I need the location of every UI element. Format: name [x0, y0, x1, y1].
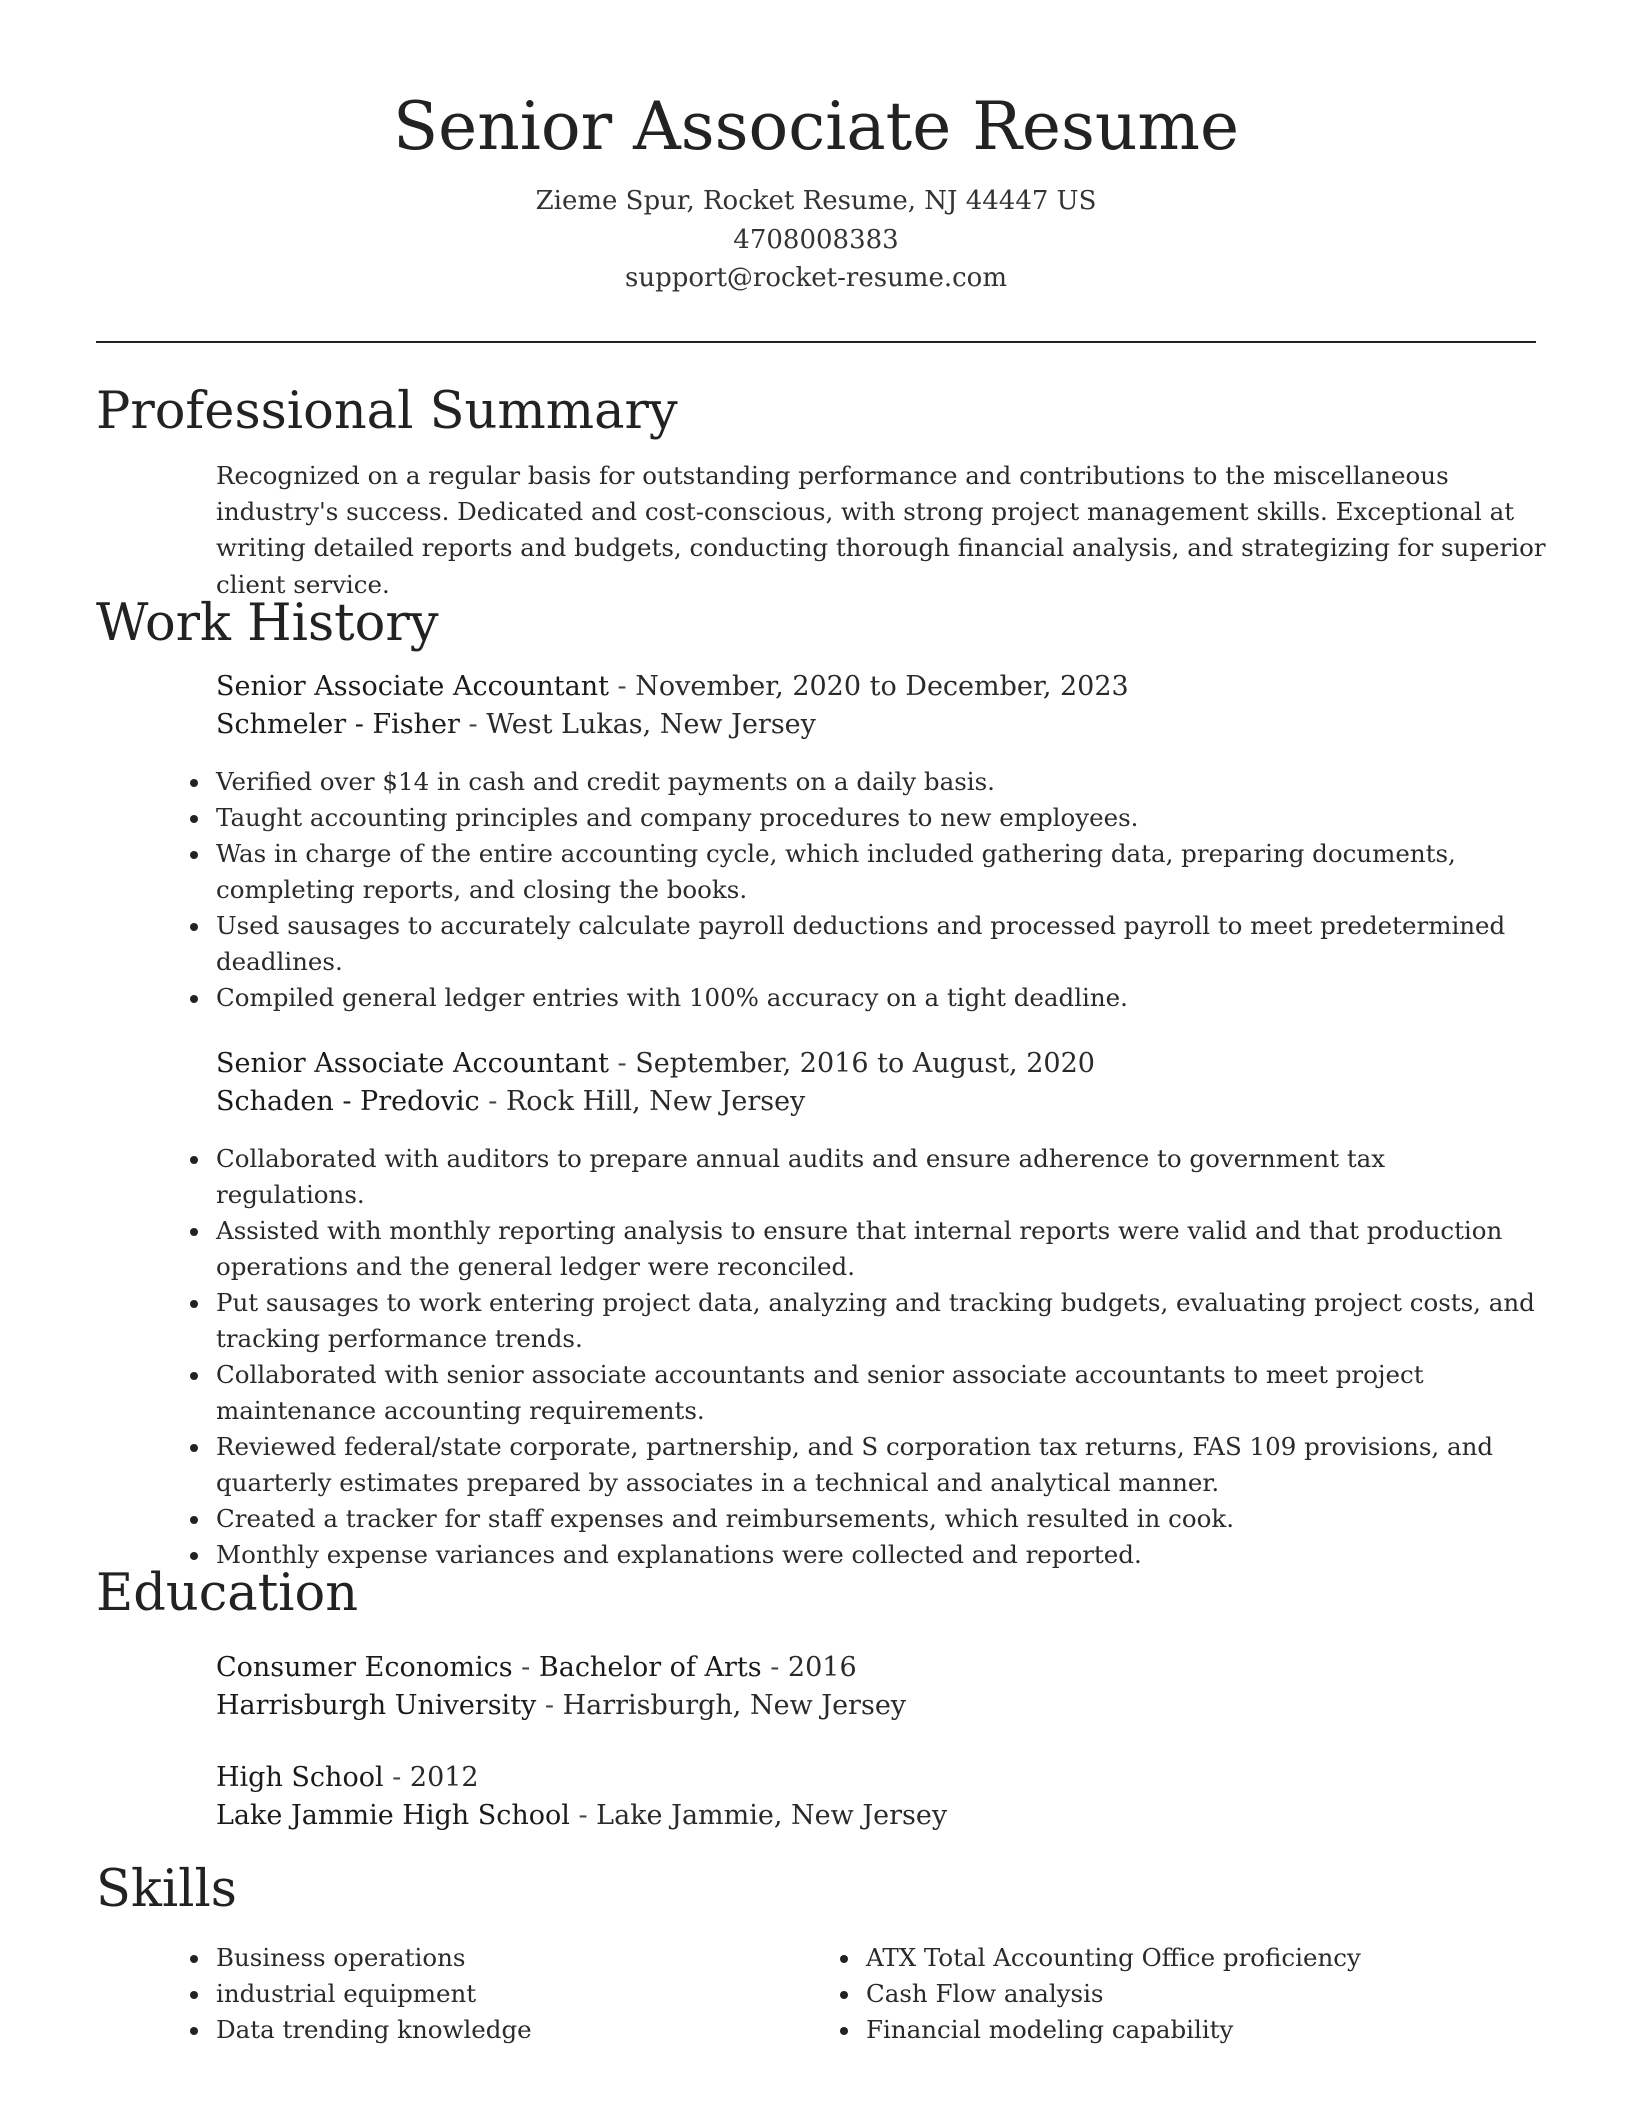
job-title-line: Senior Associate Accountant - September, 2016 to August, 2020	[216, 1048, 1095, 1079]
education-degree: Bachelor of Arts	[538, 1652, 762, 1683]
skill-item: ATX Total Accounting Office proficiency	[866, 1940, 1442, 1976]
job-entry	[216, 1045, 1546, 1121]
job-company: Schmeler - Fisher	[216, 709, 460, 740]
job-location: West Lukas, New Jersey	[486, 709, 816, 740]
skills-list-right	[822, 1940, 1442, 2048]
skills-list-left	[172, 1940, 792, 2048]
section-heading-skills: Skills	[96, 1860, 237, 1919]
job-bullets	[172, 764, 1536, 1016]
education-location: Harrisburgh, New Jersey	[562, 1690, 907, 1721]
education-degree: High School	[216, 1762, 384, 1793]
education-school: Lake Jammie High School	[216, 1800, 570, 1831]
resume-header	[0, 84, 1632, 298]
job-title: Senior Associate Accountant	[216, 671, 609, 702]
job-dates: November, 2020 to December, 2023	[635, 671, 1129, 702]
list-item: Collaborated with senior associate accountants and senior associate accountants to meet project maintenance accounting requirements.	[216, 1357, 1536, 1429]
job-location: Rock Hill, New Jersey	[505, 1086, 806, 1117]
section-heading-education: Education	[96, 1564, 359, 1623]
list-item: Assisted with monthly reporting analysis to ensure that internal reports were valid and that production operations and the general ledger were reconciled.	[216, 1213, 1536, 1285]
job-entry	[216, 668, 1546, 744]
job-company: Schaden - Predovic	[216, 1086, 480, 1117]
list-item: Was in charge of the entire accounting cycle, which included gathering data, preparing documents, completing reports, and closing the books.	[216, 836, 1536, 908]
skill-item: Financial modeling capability	[866, 2012, 1442, 2048]
education-year: 2012	[409, 1762, 479, 1793]
job-title: Senior Associate Accountant	[216, 1048, 609, 1079]
job-title-line: Senior Associate Accountant - November, 2020 to December, 2023	[216, 671, 1129, 702]
resume-title: Senior Associate Resume	[392, 88, 1240, 165]
job-company-line: Schaden - Predovic - Rock Hill, New Jersey	[216, 1086, 806, 1117]
section-heading-work: Work History	[96, 594, 439, 653]
list-item: Created a tracker for staff expenses and reimbursements, which resulted in cook.	[216, 1501, 1536, 1537]
education-field: Consumer Economics	[216, 1652, 513, 1683]
skill-item: industrial equipment	[216, 1976, 792, 2012]
job-bullets	[172, 1141, 1536, 1573]
education-degree-line: High School - 2012	[216, 1762, 479, 1793]
skill-item: Business operations	[216, 1940, 792, 1976]
skill-item: Cash Flow analysis	[866, 1976, 1442, 2012]
summary-text: Recognized on a regular basis for outstanding performance and contributions to the miscellaneous industry's success. Dedicated and cost-conscious, with strong project management skills. Exceptional at writing detailed reports and budgets, conducting thorough financial analysis, and strategizing for superior client service.	[216, 461, 1546, 599]
job-dates: September, 2016 to August, 2020	[635, 1048, 1095, 1079]
list-item: Monthly expense variances and explanations were collected and reported.	[216, 1537, 1536, 1573]
education-school-line: Lake Jammie High School - Lake Jammie, New Jersey	[216, 1800, 948, 1831]
email: support@rocket-resume.com	[624, 263, 1007, 293]
job-company-line: Schmeler - Fisher - West Lukas, New Jersey	[216, 709, 816, 740]
list-item: Taught accounting principles and company procedures to new employees.	[216, 800, 1536, 836]
education-degree-line: Consumer Economics - Bachelor of Arts - 2016	[216, 1652, 857, 1683]
header-divider	[96, 341, 1536, 343]
list-item: Used sausages to accurately calculate payroll deductions and processed payroll to meet predetermined deadlines.	[216, 908, 1536, 980]
contact-info	[0, 182, 1632, 298]
list-item: Reviewed federal/state corporate, partnership, and S corporation tax returns, FAS 109 provisions, and quarterly estimates prepared by associates in a technical and analytical manner.	[216, 1429, 1536, 1501]
education-location: Lake Jammie, New Jersey	[596, 1800, 948, 1831]
list-item: Collaborated with auditors to prepare annual audits and ensure adherence to government tax regulations.	[216, 1141, 1536, 1213]
education-entry	[216, 1649, 1546, 1725]
education-year: 2016	[787, 1652, 857, 1683]
section-heading-summary: Professional Summary	[96, 382, 678, 441]
skill-item: Data trending knowledge	[216, 2012, 792, 2048]
education-school: Harrisburgh University	[216, 1690, 537, 1721]
education-school-line: Harrisburgh University - Harrisburgh, New Jersey	[216, 1690, 907, 1721]
address: Zieme Spur, Rocket Resume, NJ 44447 US	[535, 186, 1097, 216]
list-item: Verified over $14 in cash and credit payments on a daily basis.	[216, 764, 1536, 800]
phone: 4708008383	[733, 224, 899, 255]
list-item: Put sausages to work entering project data, analyzing and tracking budgets, evaluating project costs, and tracking performance trends.	[216, 1285, 1536, 1357]
education-entry	[216, 1759, 1546, 1835]
list-item: Compiled general ledger entries with 100% accuracy on a tight deadline.	[216, 980, 1536, 1016]
